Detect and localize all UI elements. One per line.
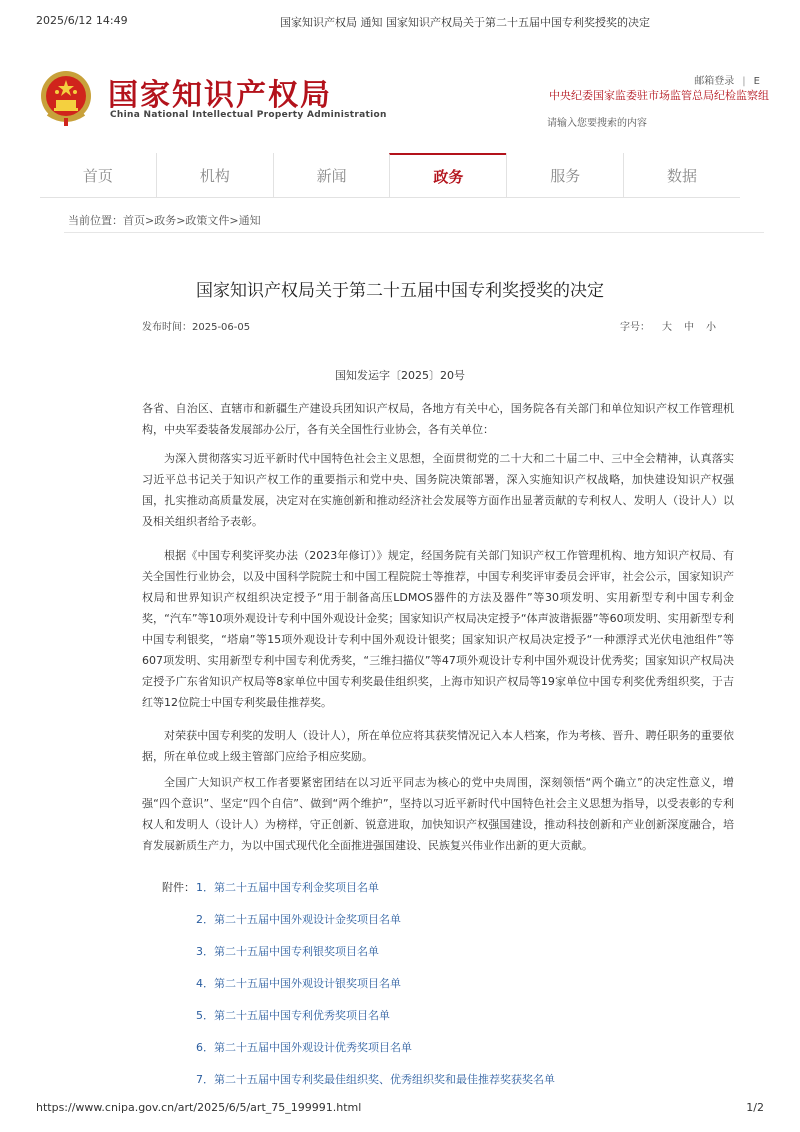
paragraph-purpose: 为深入贯彻落实习近平新时代中国特色社会主义思想，全面贯彻党的二十大和二十届二中、三中全会精神，认真落实习近平总书记关于知识产权工作的重要指示和党中央、国务院决策部署，深入实施知识产权战略，加快建设知识产权强国，扎实推动高质量发展，决定对在实施创新和推动经济社会发展等方面作出显著贡献的专利权人、发明人（设计人）以及相关组织者给予表彰。 — [142, 452, 734, 528]
search-input[interactable] — [545, 114, 769, 132]
attachment-link[interactable]: 3．第二十五届中国专利银奖项目名单 — [196, 945, 379, 958]
mail-login-link[interactable]: 邮箱登录 — [694, 76, 735, 87]
national-emblem-icon — [40, 68, 92, 128]
nav-news[interactable]: 新闻 — [273, 153, 390, 197]
article-title: 国家知识产权局关于第二十五届中国专利奖授奖的决定 — [196, 281, 604, 301]
attachment-link[interactable]: 2．第二十五届中国外观设计金奖项目名单 — [196, 913, 401, 926]
site-logo-subtitle: China National Intellectual Property Administration — [110, 110, 387, 120]
attachments-label: 附件： — [162, 881, 195, 894]
document-number: 国知发运字〔2025〕20号 — [335, 369, 465, 382]
print-page-number: 1/2 — [746, 1101, 764, 1114]
supervise-link[interactable]: 中央纪委国家监委驻市场监管总局纪检监察组 — [549, 89, 769, 102]
font-size-label: 字号： — [620, 322, 650, 333]
paragraph-recognition: 对荣获中国专利奖的发明人（设计人），所在单位应将其获奖情况记入本人档案，作为考核、晋升、聘任职务的重要依据，所在单位或上级主管部门应给予相应奖励。 — [142, 729, 734, 763]
nav-government-affairs[interactable]: 政务 — [389, 153, 506, 197]
nav-home[interactable]: 首页 — [82, 166, 113, 185]
main-nav — [40, 153, 740, 198]
site-logo-title[interactable]: 国家知识产权局 — [108, 78, 332, 113]
attachment-link[interactable]: 4．第二十五届中国外观设计银奖项目名单 — [196, 977, 401, 990]
font-size-medium[interactable]: 中 — [684, 322, 694, 333]
english-link[interactable]: E — [753, 76, 760, 87]
breadcrumb[interactable]: 当前位置：首页>政务>政策文件>通知 — [68, 214, 261, 227]
print-url: https://www.cnipa.gov.cn/art/2025/6/5/art_75_199991.html — [36, 1101, 362, 1114]
font-size-small[interactable]: 小 — [706, 322, 716, 333]
nav-services[interactable]: 服务 — [506, 153, 623, 197]
attachment-link[interactable]: 6．第二十五届中国外观设计优秀奖项目名单 — [196, 1041, 412, 1054]
paragraph-addressees: 各省、自治区、直辖市和新疆生产建设兵团知识产权局，各地方有关中心，国务院各有关部门和单位知识产权工作管理机构，中央军委装备发展部办公厅，各有关全国性行业协会，各有关单位： — [142, 402, 734, 436]
publish-date: 发布时间：2025-06-05 — [142, 322, 251, 333]
attachment-link[interactable]: 1．第二十五届中国专利金奖项目名单 — [196, 881, 379, 894]
paragraph-awards: 根据《中国专利奖评奖办法（2023年修订）》规定，经国务院有关部门知识产权工作管理机构、地方知识产权局、有关全国性行业协会，以及中国科学院院士和中国工程院院士等推荐，中国专利奖评审委员会评审，社会公示，国家知识产权局和世界知识产权组织决定授予“用于制备高压LDMOS器件的方法及器件”等30项发明、实用新型专利中国专利金奖，“汽车”等10项外观设计专利中国外观设计金奖；国家知识产权局决定授予“体声波谐振器”等60项发明、实用新型专利中国专利银奖，“塔扇”等15项外观设计专利中国外观设计银奖；国家知识产权局决定授予“一种漂浮式光伏电池组件”等607项发明、实用新型专利中国专利优秀奖，“三维扫描仪”等47项外观设计专利中国外观设计优秀奖；国家知识产权局决定授予广东省知识产权局等8家单位中国专利奖最佳组织奖，上海市知识产权局等19家单位中国专利奖优秀组织奖，于吉红等12位院士中国专利奖最佳推荐奖。 — [142, 549, 734, 709]
attachment-link[interactable]: 7．第二十五届中国专利奖最佳组织奖、优秀组织奖和最佳推荐奖获奖名单 — [196, 1073, 555, 1086]
print-page-title: 国家知识产权局 通知 国家知识产权局关于第二十五届中国专利奖授奖的决定 — [280, 16, 650, 29]
font-size-control — [620, 318, 716, 333]
top-links — [694, 72, 760, 87]
breadcrumb-divider — [64, 232, 764, 233]
link-divider: | — [742, 76, 746, 87]
font-size-large[interactable]: 大 — [662, 322, 672, 333]
nav-data[interactable]: 数据 — [623, 153, 740, 197]
print-datetime: 2025/6/12 14:49 — [36, 14, 128, 27]
paragraph-call-to-action: 全国广大知识产权工作者要紧密团结在以习近平同志为核心的党中央周围，深刻领悟“两个确立”的决定性意义，增强“四个意识”、坚定“四个自信”、做到“两个维护”，坚持以习近平新时代中国特色社会主义思想为指导，以受表彰的专利权人和发明人（设计人）为榜样，守正创新、锐意进取，加快知识产权强国建设，推动科技创新和产业创新深度融合，培育发展新质生产力，为以中国式现代化全面推进强国建设、民族复兴伟业作出新的更大贡献。 — [142, 776, 734, 852]
attachment-link[interactable]: 5．第二十五届中国专利优秀奖项目名单 — [196, 1009, 390, 1022]
nav-organization[interactable]: 机构 — [156, 153, 273, 197]
